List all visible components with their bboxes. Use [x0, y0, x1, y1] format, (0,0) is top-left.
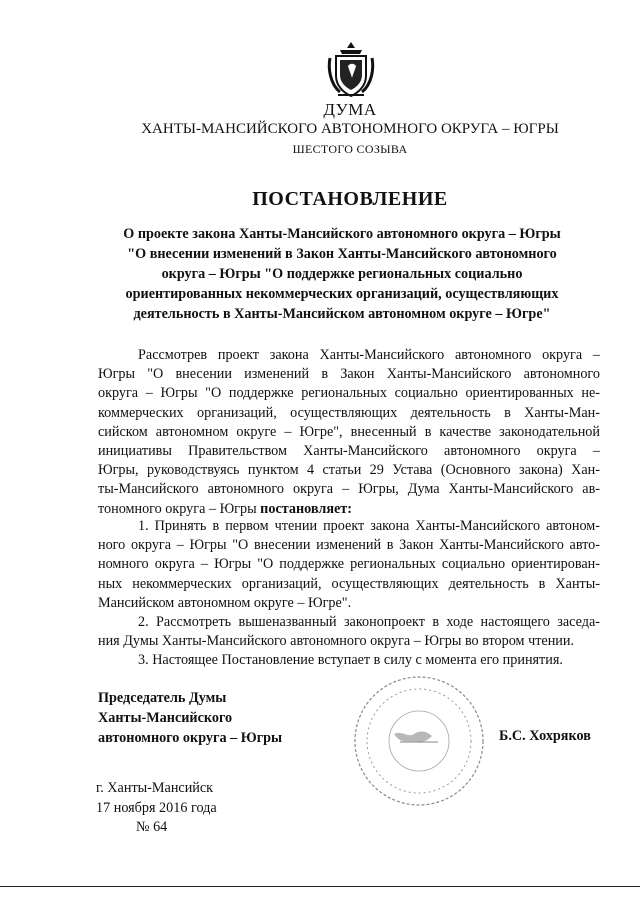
decision-line: 1. Принять в первом чтении проект закона Ханты-Мансийского автоном-	[138, 518, 600, 534]
subject-line: "О внесении изменений в Закон Ханты-Мансийского автономного	[127, 246, 557, 262]
organization-name: ДУМА	[323, 100, 377, 119]
document-type-heading: ПОСТАНОВЛЕНИЕ	[252, 188, 448, 210]
decision-line: ния Думы Ханты-Мансийского автономного округа – Югры во втором чтении.	[98, 633, 575, 650]
document-subject	[98, 224, 586, 324]
coat-of-arms-icon	[326, 40, 376, 100]
body-line: тономного округа – Югры	[98, 500, 257, 517]
body-line: Югры, руководствуясь пунктом 4 статьи 29 Устава (Основного закона) Хан-	[98, 462, 600, 479]
body-line: инициативы Правительством Ханты-Мансийского автономного округа –	[98, 442, 600, 459]
body-line: коммерческих организаций, осуществляющих деятельность в Ханты-Ман-	[98, 404, 600, 421]
document-number: № 64	[136, 819, 168, 835]
place: г. Ханты-Мансийск	[96, 780, 214, 796]
decision-line: ных некоммерческих организаций, осуществляющих деятельность в Ханты-	[98, 575, 600, 592]
decision-keyword: постановляет:	[260, 500, 352, 517]
body-line: Югры "О внесении изменений в Закон Ханты-Мансийского автономного	[98, 366, 600, 383]
decision-line: номного округа – Югры "О поддержке региональных социально ориентирован-	[98, 556, 600, 573]
decision-line: 2. Рассмотреть вышеназванный законопроект в ходе настоящего заседа-	[138, 613, 600, 630]
decision-items	[98, 517, 600, 671]
page-edge-line	[0, 886, 640, 887]
preamble-paragraph	[98, 346, 600, 519]
signatory-title-line: автономного округа – Югры	[98, 730, 283, 746]
official-seal	[350, 672, 488, 810]
subject-line: деятельность в Ханты-Мансийском автономном округе – Югре"	[133, 306, 551, 322]
body-line: сийском автономном округе – Югре", внесенный в качестве законодательной	[98, 423, 600, 440]
subject-line: округа – Югры "О поддержке региональных социально	[161, 266, 523, 282]
subject-line: ориентированных некоммерческих организаций, осуществляющих	[125, 286, 559, 302]
signatory-title-line: Председатель Думы	[98, 690, 227, 706]
signatory-title	[98, 688, 282, 748]
date: 17 ноября 2016 года	[96, 799, 217, 816]
body-line-final	[98, 500, 600, 519]
subject-line: О проекте закона Ханты-Мансийского автономного округа – Югры	[123, 226, 561, 242]
signatory-title-line: Ханты-Мансийского	[98, 710, 233, 726]
place-date-number	[96, 779, 217, 838]
body-line: округа – Югры "О поддержке региональных социально ориентированных не-	[98, 385, 600, 402]
region-name: ХАНТЫ-МАНСИЙСКОГО АВТОНОМНОГО ОКРУГА – ЮГРЫ	[141, 121, 559, 137]
decision-line: 3. Настоящее Постановление вступает в силу с момента его принятия.	[138, 652, 563, 669]
signatory-name: Б.С. Хохряков	[499, 728, 591, 744]
convocation: ШЕСТОГО СОЗЫВА	[292, 142, 408, 156]
decision-line: Мансийском автономном округе – Югре".	[98, 594, 352, 611]
body-line: Рассмотрев проект закона Ханты-Мансийского автономного округа –	[138, 347, 600, 363]
body-line: ты-Мансийского автономного округа – Югры, Дума Ханты-Мансийского ав-	[98, 481, 600, 498]
decision-line: ного округа – Югры "О внесении изменений в Закон Ханты-Мансийского авто-	[98, 537, 600, 554]
